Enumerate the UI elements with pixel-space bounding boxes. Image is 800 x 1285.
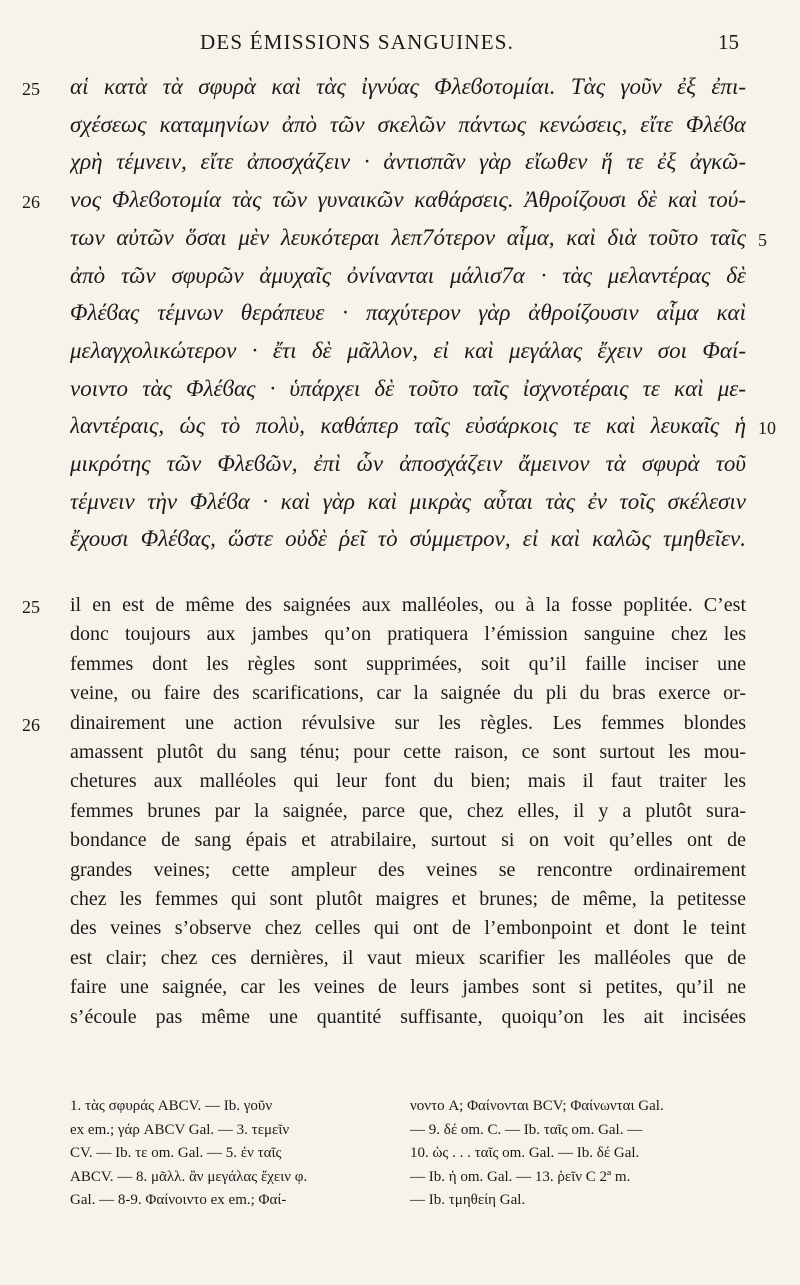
greek-line: αἱ κατὰ τὰ σφυρὰ καὶ τὰς ἰγνύας Φλεϐοτομίαι. Τὰς γοῦν ἐξ ἐπι- bbox=[70, 74, 746, 99]
line-number-right: 10 bbox=[758, 418, 776, 439]
note-line-left: 1. τὰς σφυράς ABCV. — Ib. γοῦν bbox=[70, 1098, 273, 1114]
french-line: s’écoule pas même une quantité suffisante, quoiqu’on les ait incisées bbox=[70, 1005, 746, 1028]
french-line: il en est de même des saignées aux malléoles, ou à la fosse poplitée. C’est bbox=[70, 594, 746, 616]
greek-line: χρὴ τέμνειν, εἴτε ἀποσχάζειν · ἀντισπᾶν γὰρ εἴωθεν ἥ τε ἐξ ἀγκῶ- bbox=[70, 149, 746, 175]
note-line-right: νοντο A; Φαίνονται BCV; Φαίνωνται Gal. bbox=[410, 1098, 664, 1114]
french-line: veine, ou faire des scarifications, car la saignée du pli du bras exerce or- bbox=[70, 682, 746, 705]
french-line: grandes veines; cette ampleur des veines se rencontre ordinairement bbox=[70, 858, 746, 881]
greek-line: ἔχουσι Φλέϐας, ὥστε οὐδὲ ῥεῖ τὸ σύμμετρον, εἰ καὶ καλῶς τμηθεῖεν. bbox=[70, 526, 746, 552]
note-line-left: CV. — Ib. τε om. Gal. — 5. ἐν ταῖς bbox=[70, 1145, 282, 1161]
line-number-right: 5 bbox=[758, 229, 767, 250]
french-line: des veines s’observe chez celles qui ont de l’embonpoint et dont le teint bbox=[70, 917, 746, 940]
greek-line: τέμνειν τὴν Φλέϐα · καὶ γὰρ καὶ μικρὰς αὗται τὰς ἐν τοῖς σκέλεσιν bbox=[70, 488, 746, 514]
line-number-left: 26 bbox=[22, 192, 40, 213]
page-header bbox=[0, 30, 800, 60]
greek-line: Φλέϐας τέμνων θεράπευε · παχύτερον γὰρ ἀθροίζουσιν αἷμα καὶ bbox=[70, 300, 746, 326]
line-number-left: 25 bbox=[22, 597, 40, 617]
note-line-left: ABCV. — 8. μᾶλλ. ἂν μεγάλας ἔχειν φ. bbox=[70, 1168, 308, 1185]
french-line: amassent plutôt du sang ténu; pour cette raison, ce sont surtout les mou- bbox=[70, 741, 746, 763]
note-line-left: ex em.; γάρ ABCV Gal. — 3. τεμεῖν bbox=[70, 1121, 290, 1138]
greek-line: λαντέραις, ὡς τὸ πολὺ, καθάπερ ταῖς εὐσάρκοις τε καὶ λευκαῖς ἡ bbox=[70, 413, 746, 439]
french-line: chetures aux malléoles qui leur font du bien; mais il faut traiter les bbox=[70, 770, 746, 793]
greek-line: μελαγχολικώτερον · ἔτι δὲ μᾶλλον, εἰ καὶ μεγάλας ἔχειν σοι Φαί- bbox=[70, 337, 746, 363]
note-line-right: 10. ὡς . . . ταῖς om. Gal. — Ib. δέ Gal. bbox=[410, 1145, 640, 1161]
note-line-left: Gal. — 8-9. Φαίνοιντο ex em.; Φαί- bbox=[70, 1192, 287, 1208]
note-line-right: — Ib. τμηθείη Gal. bbox=[410, 1192, 526, 1208]
note-line-right: — Ib. ἡ om. Gal. — 13. ῥεῖν C 2ª m. bbox=[410, 1168, 631, 1185]
french-line: femmes brunes par la saignée, parce que, chez elles, il y a plutôt sura- bbox=[70, 799, 746, 822]
french-line: donc toujours aux jambes qu’on pratiquera l’émission sanguine chez les bbox=[70, 623, 746, 646]
running-title: DES ÉMISSIONS SANGUINES. bbox=[200, 30, 515, 54]
line-number-left: 26 bbox=[22, 714, 40, 735]
greek-line: σχέσεως καταμηνίων ἀπὸ τῶν σκελῶν πάντως κενώσεις, εἴτε Φλέϐα bbox=[70, 111, 746, 137]
note-line-right: — 9. δέ om. C. — Ib. ταῖς om. Gal. — bbox=[410, 1121, 643, 1138]
french-line: bondance de sang épais et atrabilaire, surtout si on voit qu’elles ont de bbox=[70, 829, 746, 852]
greek-line: μικρότης τῶν Φλεϐῶν, ἐπὶ ὧν ἀποσχάζειν ἄμεινον τὰ σφυρὰ τοῦ bbox=[70, 451, 746, 476]
french-line: dinairement une action révulsive sur les règles. Les femmes blondes bbox=[70, 711, 746, 734]
french-line: femmes dont les règles sont supprimées, soit qu’il faille inciser une bbox=[70, 652, 746, 675]
greek-line: των αὐτῶν ὅσαι μὲν λευκότεραι λεπ7ότερον αἷμα, καὶ διὰ τοῦτο ταῖς bbox=[70, 224, 746, 250]
french-line: chez les femmes qui sont plutôt maigres et brunes; de même, la petitesse bbox=[70, 888, 746, 910]
french-line: faire une saignée, car les veines de leurs jambes sont si petites, qu’il ne bbox=[70, 976, 746, 999]
greek-line: νος Φλεϐοτομία τὰς τῶν γυναικῶν καθάρσεις. Ἀθροίζουσι δὲ καὶ τού- bbox=[70, 187, 746, 213]
french-line: est clair; chez ces dernières, il vaut mieux scarifier les malléoles que de bbox=[70, 946, 746, 969]
greek-line: νοιντο τὰς Φλέϐας · ὑπάρχει δὲ τοῦτο ταῖς ἰσχνοτέραις τε καὶ με- bbox=[70, 375, 746, 401]
greek-line: ἀπὸ τῶν σφυρῶν ἀμυχαῖς ὀνίνανται μάλισ7α · τὰς μελαντέρας δὲ bbox=[70, 262, 746, 288]
page-number: 15 bbox=[718, 30, 739, 54]
line-number-left: 25 bbox=[22, 79, 40, 99]
